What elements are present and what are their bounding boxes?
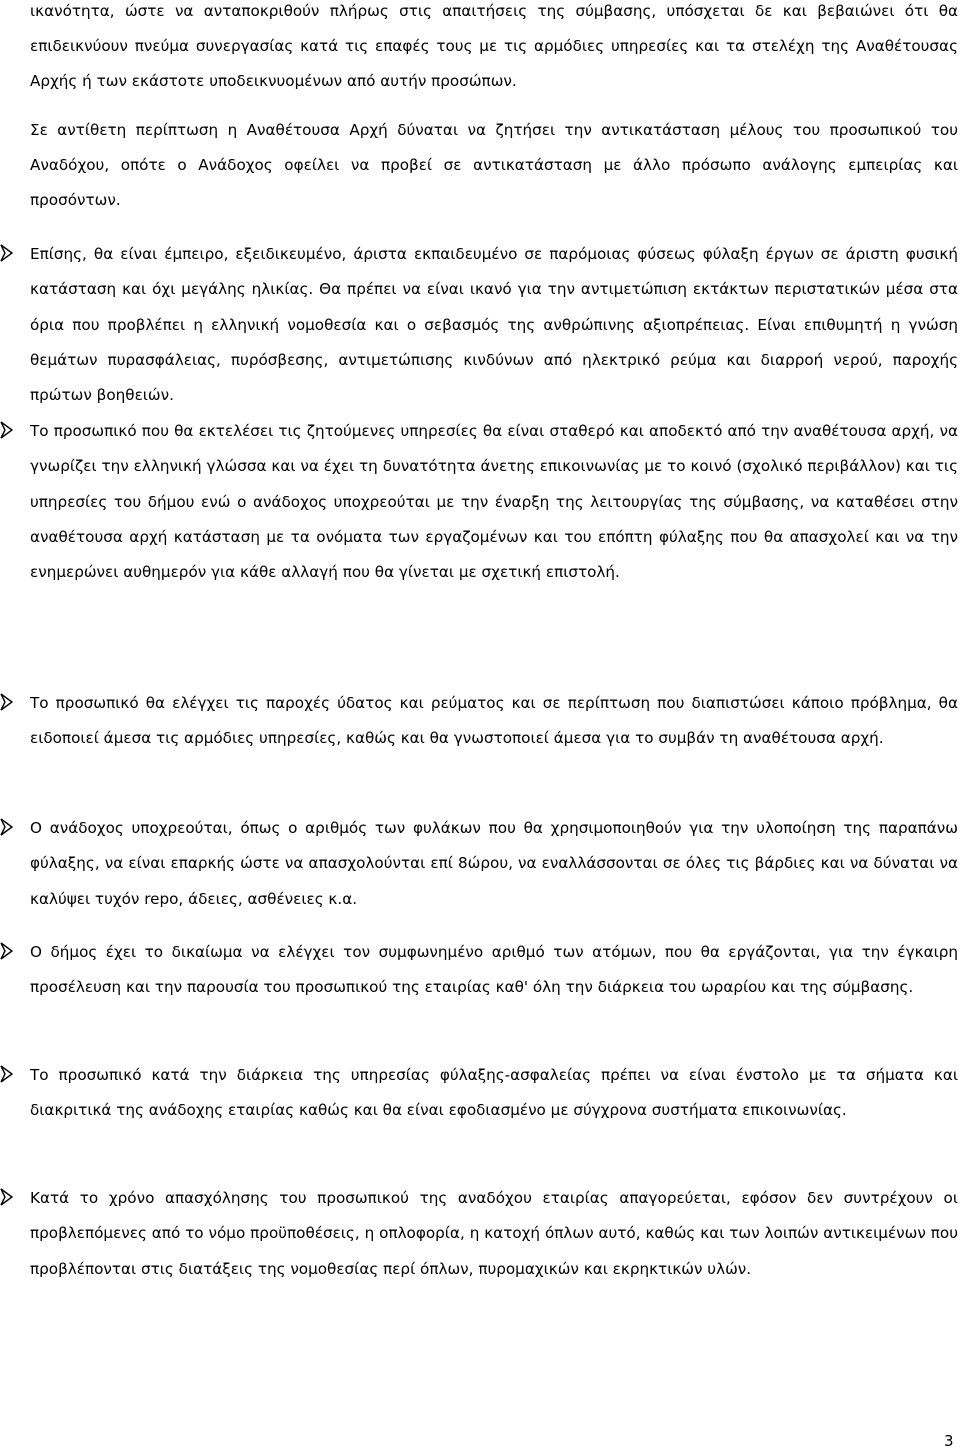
page-number: 3: [944, 1432, 954, 1450]
list-item: [30, 1181, 958, 1287]
arrowhead-bullet-icon: [0, 817, 13, 837]
list-item-text: Ο δήμος έχει το δικαίωμα να ελέγχει τον συμφωνημένο αριθμό των ατόμων, που θα εργάζονται, για την έγκαιρη προσέλευση και την παρουσία του προσωπικού της εταιρίας καθ' όλη την διάρκεια του ωραρίου και της σύμβασης.: [30, 943, 958, 997]
list-item-text: Το προσωπικό θα ελέγχει τις παροχές ύδατος και ρεύματος και σε περίπτωση που διαπιστώσει κάποιο πρόβλημα, θα ειδοποιεί άμεσα τις αρμόδιες υπηρεσίες, καθώς και θα γνωστοποιεί άμεσα για το συμβάν τη αναθέτουσα αρχή.: [30, 694, 958, 748]
arrowhead-bullet-icon: [0, 243, 13, 263]
list-item-text: Το προσωπικό κατά την διάρκεια της υπηρεσίας φύλαξης-ασφαλείας πρέπει να είναι ένστολο με τα σήματα και διακριτικά της ανάδοχης εταιρίας καθώς και θα είναι εφοδιασμένο με σύγχρονα συστήματα επικοινωνίας.: [30, 1066, 958, 1120]
intro-paragraph-2: Σε αντίθετη περίπτωση η Αναθέτουσα Αρχή δύναται να ζητήσει την αντικατάσταση μέλους του προσωπικού του Αναδόχου, οπότε ο Ανάδοχος οφείλει να προβεί σε αντικατάσταση με άλλο πρόσωπο ανάλογης εμπειρίας και προσόντων.: [30, 121, 958, 209]
arrowhead-bullet-icon: [0, 1064, 13, 1084]
list-item: [30, 935, 958, 1006]
intro-paragraph: ικανότητα, ώστε να ανταποκριθούν πλήρως στις απαιτήσεις της σύμβασης, υπόσχεται δε και βεβαιώνει ότι θα επιδεικνύουν πνεύμα συνεργασίας κατά τις επαφές τους με τις αρμόδιες υπηρεσίες και τα στελέχη της Αναθέτουσας Αρχής ή των εκάστοτε υποδεικνυομένων από αυτήν προσώπων.: [30, 2, 958, 90]
list-item: [30, 414, 958, 590]
arrowhead-bullet-icon: [0, 420, 13, 440]
list-item-text: Το προσωπικό που θα εκτελέσει τις ζητούμενες υπηρεσίες θα είναι σταθερό και αποδεκτό από την αναθέτουσα αρχή, να γνωρίζει την ελληνική γλώσσα και να έχει τη δυνατότητα άνετης επικοινωνίας με το κοινό (σχολικό περιβάλλον) και τις υπηρεσίες του δήμου ενώ ο ανάδοχος υποχρεούται με την έναρξη της λειτουργίας της σύμβασης, να καταθέσει στην αναθέτουσα αρχή κατάσταση με τα ονόματα των εργαζομένων και του επόπτη φύλαξης που θα απασχολεί και να την ενημερώνει αυθημερόν για κάθε αλλαγή που θα γίνεται με σχετική επιστολή.: [30, 422, 958, 582]
list-item: [30, 686, 958, 757]
list-item: [30, 1058, 958, 1129]
arrowhead-bullet-icon: [0, 1187, 13, 1207]
list-item: [30, 237, 958, 413]
list-item-text: Ο ανάδοχος υποχρεούται, όπως ο αριθμός των φυλάκων που θα χρησιμοποιηθούν για την υλοποίηση της παραπάνω φύλαξης, να είναι επαρκής ώστε να απασχολούνται επί 8ώρου, να εναλλάσσονται σε όλες τις βάρδιες και να δύναται να καλύψει τυχόν repo, άδειες, ασθένειες κ.α.: [30, 819, 958, 908]
arrowhead-bullet-icon: [0, 941, 13, 961]
list-item-text: Κατά το χρόνο απασχόλησης του προσωπικού της αναδόχου εταιρίας απαγορεύεται, εφόσον δεν συντρέχουν οι προβλεπόμενες από το νόμο προϋποθέσεις, η οπλοφορία, η κατοχή όπλων αυτό, καθώς και των λοιπών αντικειμένων που προβλέπονται στις διατάξεις της νομοθεσίας περί όπλων, πυρομαχικών και εκρηκτικών υλών.: [30, 1189, 958, 1278]
arrowhead-bullet-icon: [0, 692, 13, 712]
list-item: [30, 811, 958, 917]
list-item-text: Επίσης, θα είναι έμπειρο, εξειδικευμένο, άριστα εκπαιδευμένο σε παρόμοιας φύσεως φύλαξη έργων σε άριστη φυσική κατάσταση και όχι μεγάλης ηλικίας. Θα πρέπει να είναι ικανό για την αντιμετώπιση εκτάκτων περιστατικών μέσα στα όρια που προβλέπει η ελληνική νομοθεσία και ο σεβασμός της ανθρώπινης αξιοπρέπειας. Είναι επιθυμητή η γνώση θεμάτων πυρασφάλειας, πυρόσβεσης, αντιμετώπισης κινδύνων από ηλεκτρικό ρεύμα και διαρροή νερού, παροχής πρώτων βοηθειών.: [30, 245, 958, 405]
